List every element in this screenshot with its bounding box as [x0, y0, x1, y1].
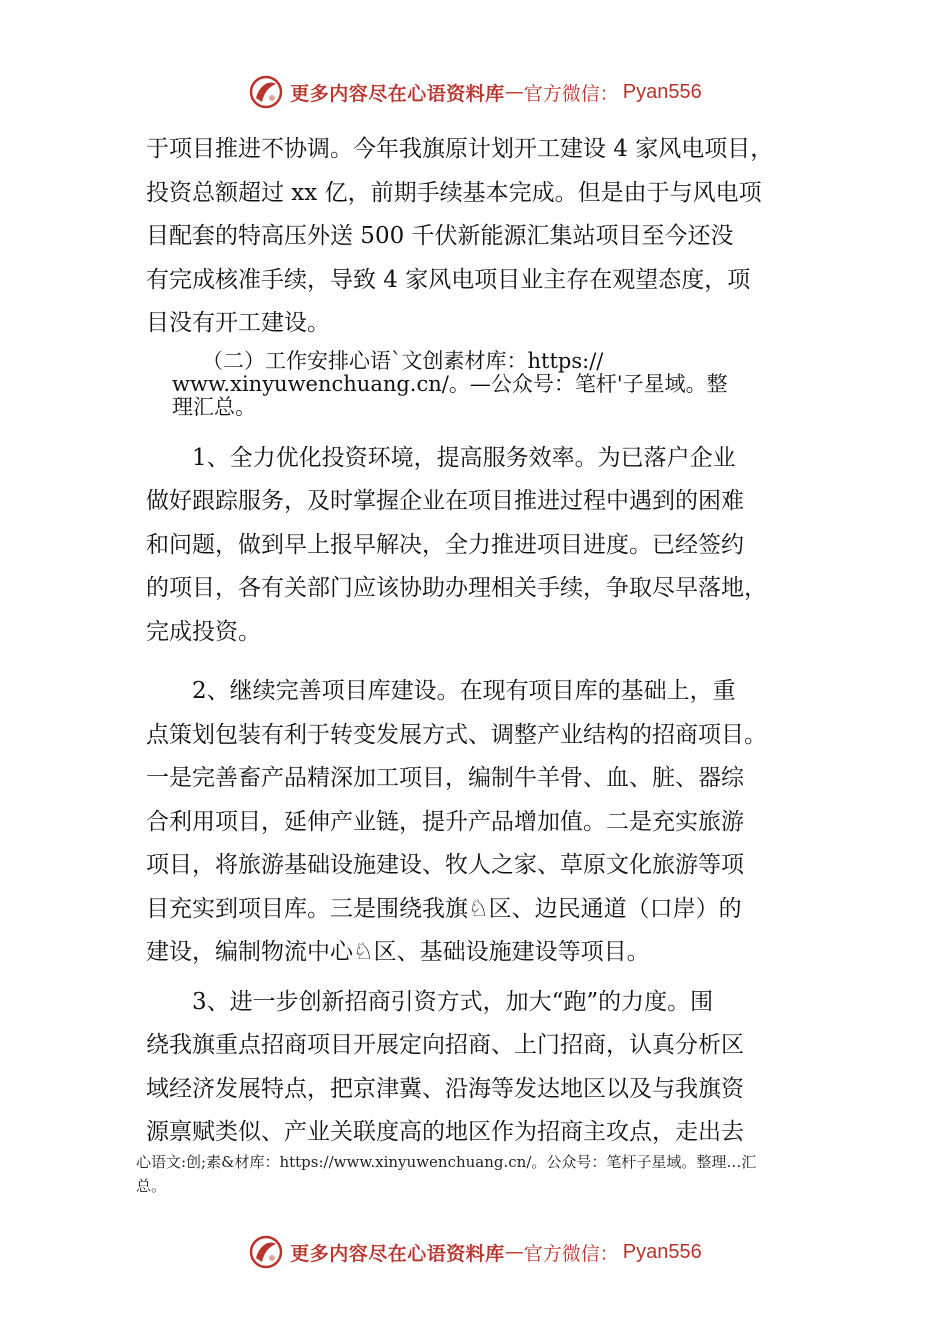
- text-line: 绕我旗重点招商项目开展定向招商、上门招商，认真分析区: [146, 1032, 744, 1058]
- text-line: 的项目，各有关部门应该协助办理相关手续，争取尽早落地，: [146, 575, 767, 601]
- text-line: 建设，编制物流中心♘区、基础设施建设等项目。: [146, 939, 650, 965]
- paragraph-1: [146, 437, 826, 655]
- section-heading: [146, 350, 826, 419]
- text-line: 1、全力优化投资环境，提高服务效率。为已落户企业: [192, 444, 736, 471]
- text-line: 项目，将旅游基础设施建设、牧人之家、草原文化旅游等项: [146, 852, 744, 878]
- banner-wechat-label: 官方微信：: [523, 82, 619, 105]
- banner-text: 更多内容尽在心语资料库: [290, 1242, 505, 1265]
- banner-wechat-id: Pyan556: [622, 1240, 702, 1263]
- paragraph-2: [146, 670, 826, 975]
- footer-line: 心语文:创;素&材库：https://www.xinyuwenchuang.cn/。公众号：笔杆子星域。整理…汇: [136, 1153, 757, 1171]
- heading-line: （二）工作安排心语`文创素材库：https://: [202, 348, 604, 373]
- header-banner: [0, 70, 950, 114]
- text-line: 目配套的特高压外送 500 千伏新能源汇集站项目至今还没: [146, 223, 734, 249]
- text-line: 一是完善畜产品精深加工项目，编制牛羊骨、血、脏、器综: [146, 765, 744, 791]
- text-line: 完成投资。: [146, 618, 261, 645]
- heading-line: www.xinyuwenchuang.cn/。—公众号：笔杆'子星域。整: [172, 371, 728, 396]
- banner-separator: —: [504, 81, 524, 103]
- footer-banner: [0, 1230, 950, 1274]
- text-line: 投资总额超过 xx 亿，前期手续基本完成。但是由于与风电项: [146, 179, 762, 206]
- footer-line: 总。: [136, 1177, 167, 1195]
- text-line: 3、进一步创新招商引资方式，加大“跑”的力度。围: [192, 988, 714, 1015]
- text-line: 合利用项目，延伸产业链，提升产品增加值。二是充实旅游: [146, 808, 744, 835]
- banner-text: 更多内容尽在心语资料库: [290, 82, 505, 105]
- heading-line: 理汇总。: [172, 394, 256, 419]
- document-body: [146, 128, 826, 1155]
- banner-wechat-id: Pyan556: [622, 80, 702, 103]
- text-line: 点策划包装有利于转变发展方式、调整产业结构的招商项目。: [146, 721, 767, 748]
- text-line: 目没有开工建设。: [146, 310, 330, 336]
- banner-wechat-label: 官方微信：: [523, 1242, 619, 1265]
- text-line: 和问题，做到早上报早解决，全力推进项目进度。已经签约: [146, 531, 744, 558]
- text-line: 2、继续完善项目库建设。在现有项目库的基础上，重: [192, 678, 736, 704]
- text-line: 于项目推进不协调。今年我旗原计划开工建设 4 家风电项目，: [146, 136, 774, 162]
- paragraph-intro: [146, 128, 826, 346]
- banner-separator: —: [504, 1241, 524, 1263]
- text-line: 做好跟踪服务，及时掌握企业在项目推进过程中遇到的困难: [146, 488, 744, 514]
- text-line: 源禀赋类似、产业关联度高的地区作为招商主攻点，走出去: [146, 1119, 744, 1145]
- brand-logo-icon: [248, 74, 284, 110]
- text-line: 域经济发展特点，把京津冀、沿海等发达地区以及与我旗资: [146, 1075, 744, 1102]
- text-line: 有完成核准手续，导致 4 家风电项目业主存在观望态度，项: [146, 266, 751, 293]
- paragraph-3: [146, 981, 826, 1155]
- footer-note: [136, 1150, 836, 1198]
- brand-logo-icon: [248, 1234, 284, 1270]
- text-line: 目充实到项目库。三是围绕我旗♘区、边民通道（口岸）的: [146, 895, 742, 922]
